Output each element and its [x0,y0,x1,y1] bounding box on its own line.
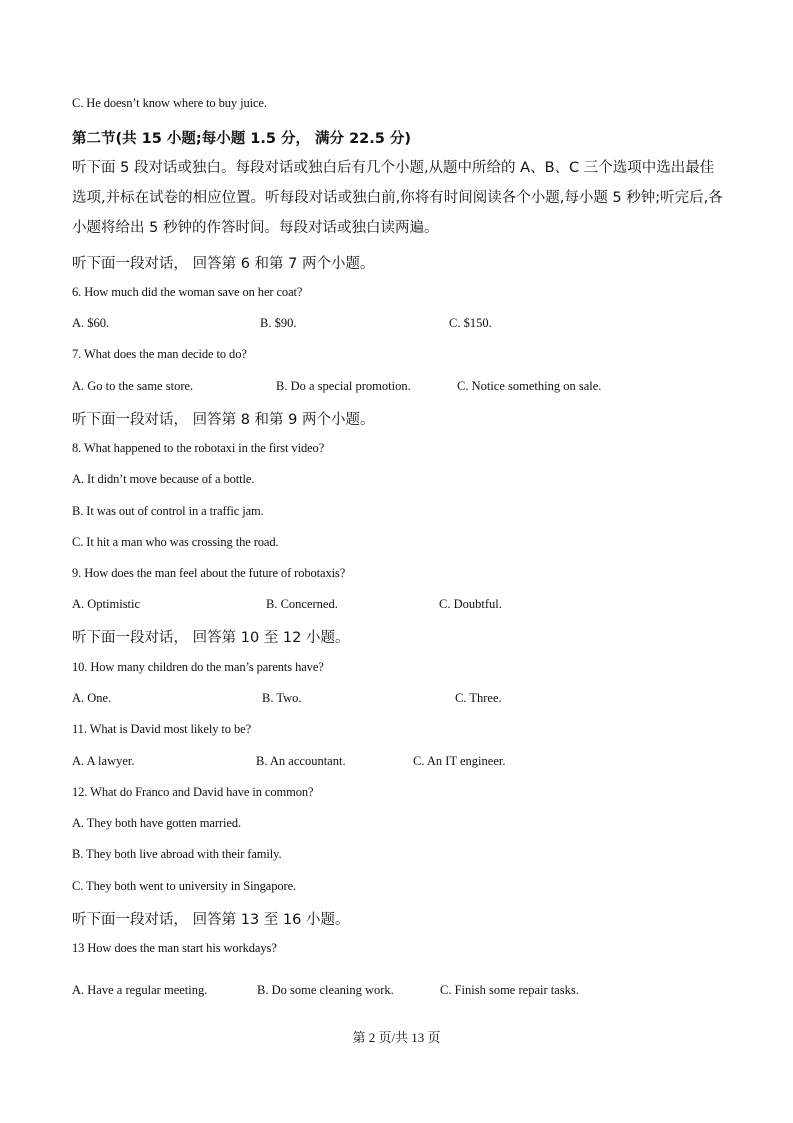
q12-option-a: A. They both have gotten married. [72,816,241,830]
q12-option-c: C. They both went to university in Singapore. [72,879,297,893]
direction-q10-q12: 听下面一段对话， 回答第 10 至 12 小题。 [72,630,350,646]
q10-option-b: B. Two. [262,691,302,705]
q11-option-a: A. A lawyer. [72,754,135,768]
section-instructions: 听下面 5 段对话或独白。每段对话或独白后有几个小题,从题中所给的 A、B、C 三个选项中选出最佳选项,并标在试卷的相应位置。听每段对话或独白前,你将有时间阅读各个小题,每小题 5 秒钟;听完后,各小题将给出 5 秒钟的作答时间。每段对话或独白读两遍。 [72,160,723,236]
q11-option-c: C. An IT engineer. [413,754,506,768]
q8-option-b: B. It was out of control in a traffic jam. [72,504,264,518]
q9-option-a: A. Optimistic [72,597,141,611]
page-number-footer: 第 2 页/共 13 页 [352,1030,441,1045]
q6-option-a: A. $60. [72,316,110,330]
question-6: 6. How much did the woman save on her coat? [72,285,303,299]
q13-option-a: A. Have a regular meeting. [72,983,208,997]
question-12: 12. What do Franco and David have in common? [72,785,314,799]
direction-q13-q16: 听下面一段对话， 回答第 13 至 16 小题。 [72,912,350,928]
q13-option-b: B. Do some cleaning work. [257,983,394,997]
q7-option-b: B. Do a special promotion. [276,379,411,393]
q10-option-a: A. One. [72,691,112,705]
q7-option-a: A. Go to the same store. [72,379,194,393]
direction-q8-q9: 听下面一段对话， 回答第 8 和第 9 两个小题。 [72,412,375,428]
question-10: 10. How many children do the man’s parents have? [72,660,324,674]
q7-option-c: C. Notice something on sale. [457,379,602,393]
q13-option-c: C. Finish some repair tasks. [440,983,579,997]
question-13: 13 How does the man start his workdays? [72,941,277,955]
direction-q6-q7: 听下面一段对话， 回答第 6 和第 7 两个小题。 [72,256,375,272]
q12-option-b: B. They both live abroad with their family. [72,847,282,861]
q9-option-c: C. Doubtful. [439,597,502,611]
q8-option-a: A. It didn’t move because of a bottle. [72,472,255,486]
q11-option-b: B. An accountant. [256,754,346,768]
question-9: 9. How does the man feel about the future of robotaxis? [72,566,346,580]
question-8: 8. What happened to the robotaxi in the first video? [72,441,325,455]
q5-option-c: C. He doesn’t know where to buy juice. [72,96,267,110]
q10-option-c: C. Three. [455,691,502,705]
q8-option-c: C. It hit a man who was crossing the road. [72,535,279,549]
q6-option-b: B. $90. [260,316,297,330]
q9-option-b: B. Concerned. [266,597,338,611]
section-heading: 第二节(共 15 小题;每小题 1.5 分， 满分 22.5 分) [72,131,412,147]
q6-option-c: C. $150. [449,316,492,330]
question-11: 11. What is David most likely to be? [72,722,252,736]
question-7: 7. What does the man decide to do? [72,347,247,361]
